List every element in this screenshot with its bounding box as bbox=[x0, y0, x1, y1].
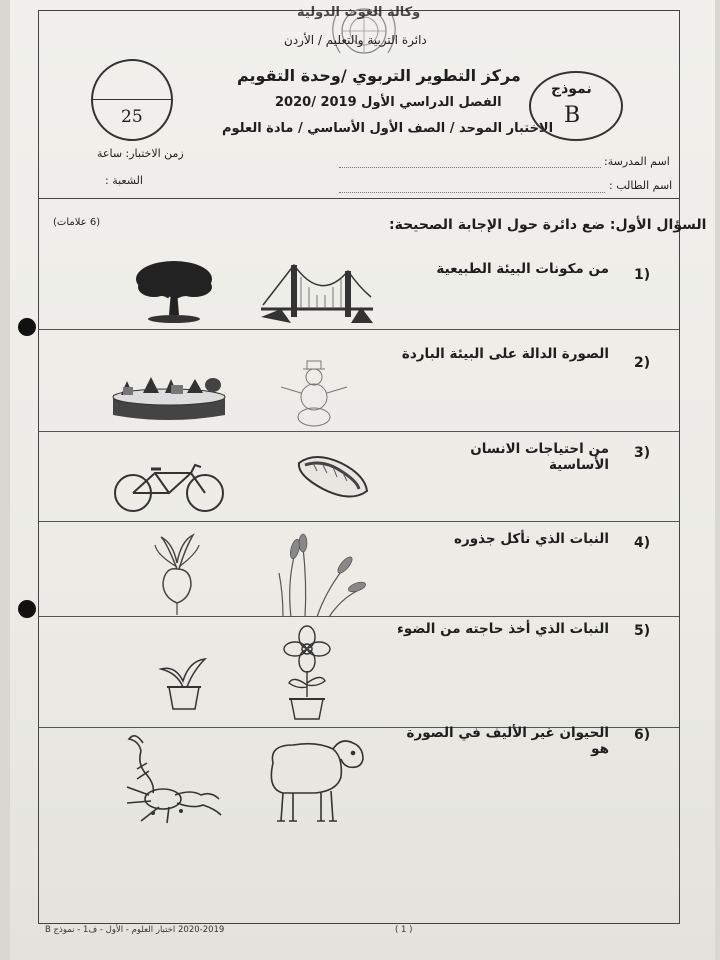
beet-icon[interactable] bbox=[151, 533, 203, 615]
village-icon[interactable] bbox=[109, 367, 229, 425]
item-2-text: الصورة الدالة على البيئة الباردة bbox=[401, 346, 609, 362]
student-name-label: اسم الطالب : bbox=[609, 179, 673, 192]
item-6-text: الحيوان غير الأليف في الصورة هو bbox=[406, 725, 609, 757]
item-1-text: من مكونات البيئة الطبيعية bbox=[436, 261, 609, 277]
row-divider-2 bbox=[39, 431, 679, 432]
semester-text: الفصل الدراسي الأول 2019 /2020 bbox=[275, 95, 502, 110]
tree-icon[interactable] bbox=[129, 257, 219, 327]
department-name: دائرة التربية والتعليم / الأردن bbox=[284, 33, 427, 47]
question-marks: (6 علامات) bbox=[53, 217, 101, 228]
item-3-text: من احتياجات الانسان الأساسية bbox=[470, 441, 609, 473]
score-circle bbox=[91, 59, 173, 141]
model-badge bbox=[529, 71, 623, 141]
student-name-field[interactable] bbox=[339, 192, 605, 193]
item-3-number: 3) bbox=[634, 445, 651, 461]
item-6-number: 6) bbox=[634, 727, 651, 743]
row-divider-3 bbox=[39, 521, 679, 522]
sheep-icon[interactable] bbox=[263, 737, 367, 827]
model-letter: B bbox=[564, 103, 581, 128]
footer-exam-info: 2020-2019 اختبار العلوم - الأول - ف1 - نموذج B bbox=[45, 925, 225, 935]
item-5-text: النبات الذي أخذ حاجته من الضوء bbox=[397, 621, 609, 637]
item-2-number: 2) bbox=[634, 355, 651, 371]
flower-pot-icon[interactable] bbox=[275, 625, 339, 721]
exam-title: الاختبار الموحد / الصف الأول الأساسي / مادة العلوم bbox=[222, 121, 554, 136]
center-name: مركز التطوير التربوي /وحدة التقويم bbox=[237, 66, 521, 85]
bridge-icon[interactable] bbox=[261, 257, 373, 325]
header-divider bbox=[39, 198, 679, 199]
row-divider-4 bbox=[39, 616, 679, 617]
row-divider-1 bbox=[39, 329, 679, 330]
item-5-number: 5) bbox=[634, 623, 651, 639]
question-title: السؤال الأول: ضع دائرة حول الإجابة الصحيحة: bbox=[389, 217, 707, 233]
scorpion-icon[interactable] bbox=[119, 729, 229, 825]
bicycle-icon[interactable] bbox=[111, 463, 229, 513]
model-label: نموذج bbox=[551, 81, 592, 97]
exam-paper bbox=[10, 0, 715, 960]
small-plant-icon[interactable] bbox=[159, 655, 209, 711]
item-4-number: 4) bbox=[634, 535, 651, 551]
school-name-label: اسم المدرسة: bbox=[604, 155, 670, 168]
org-name: وكالة الغوث الدولية bbox=[297, 5, 421, 20]
item-4-text: النبات الذي نأكل جذوره bbox=[453, 531, 609, 547]
binder-hole-bottom bbox=[18, 600, 36, 618]
footer-page-number: ( 1 ) bbox=[395, 925, 413, 935]
school-name-field[interactable] bbox=[339, 167, 601, 168]
score-total: 25 bbox=[121, 107, 143, 127]
snowman-icon[interactable] bbox=[275, 359, 355, 427]
binder-hole-top bbox=[18, 318, 36, 336]
wheat-icon[interactable] bbox=[277, 533, 363, 619]
exam-frame bbox=[38, 5, 707, 935]
section-label: الشعبة : bbox=[105, 174, 143, 187]
item-1-number: 1) bbox=[634, 267, 651, 283]
time-label: زمن الاختبار: ساعة bbox=[97, 147, 184, 160]
bread-icon[interactable] bbox=[293, 449, 373, 503]
